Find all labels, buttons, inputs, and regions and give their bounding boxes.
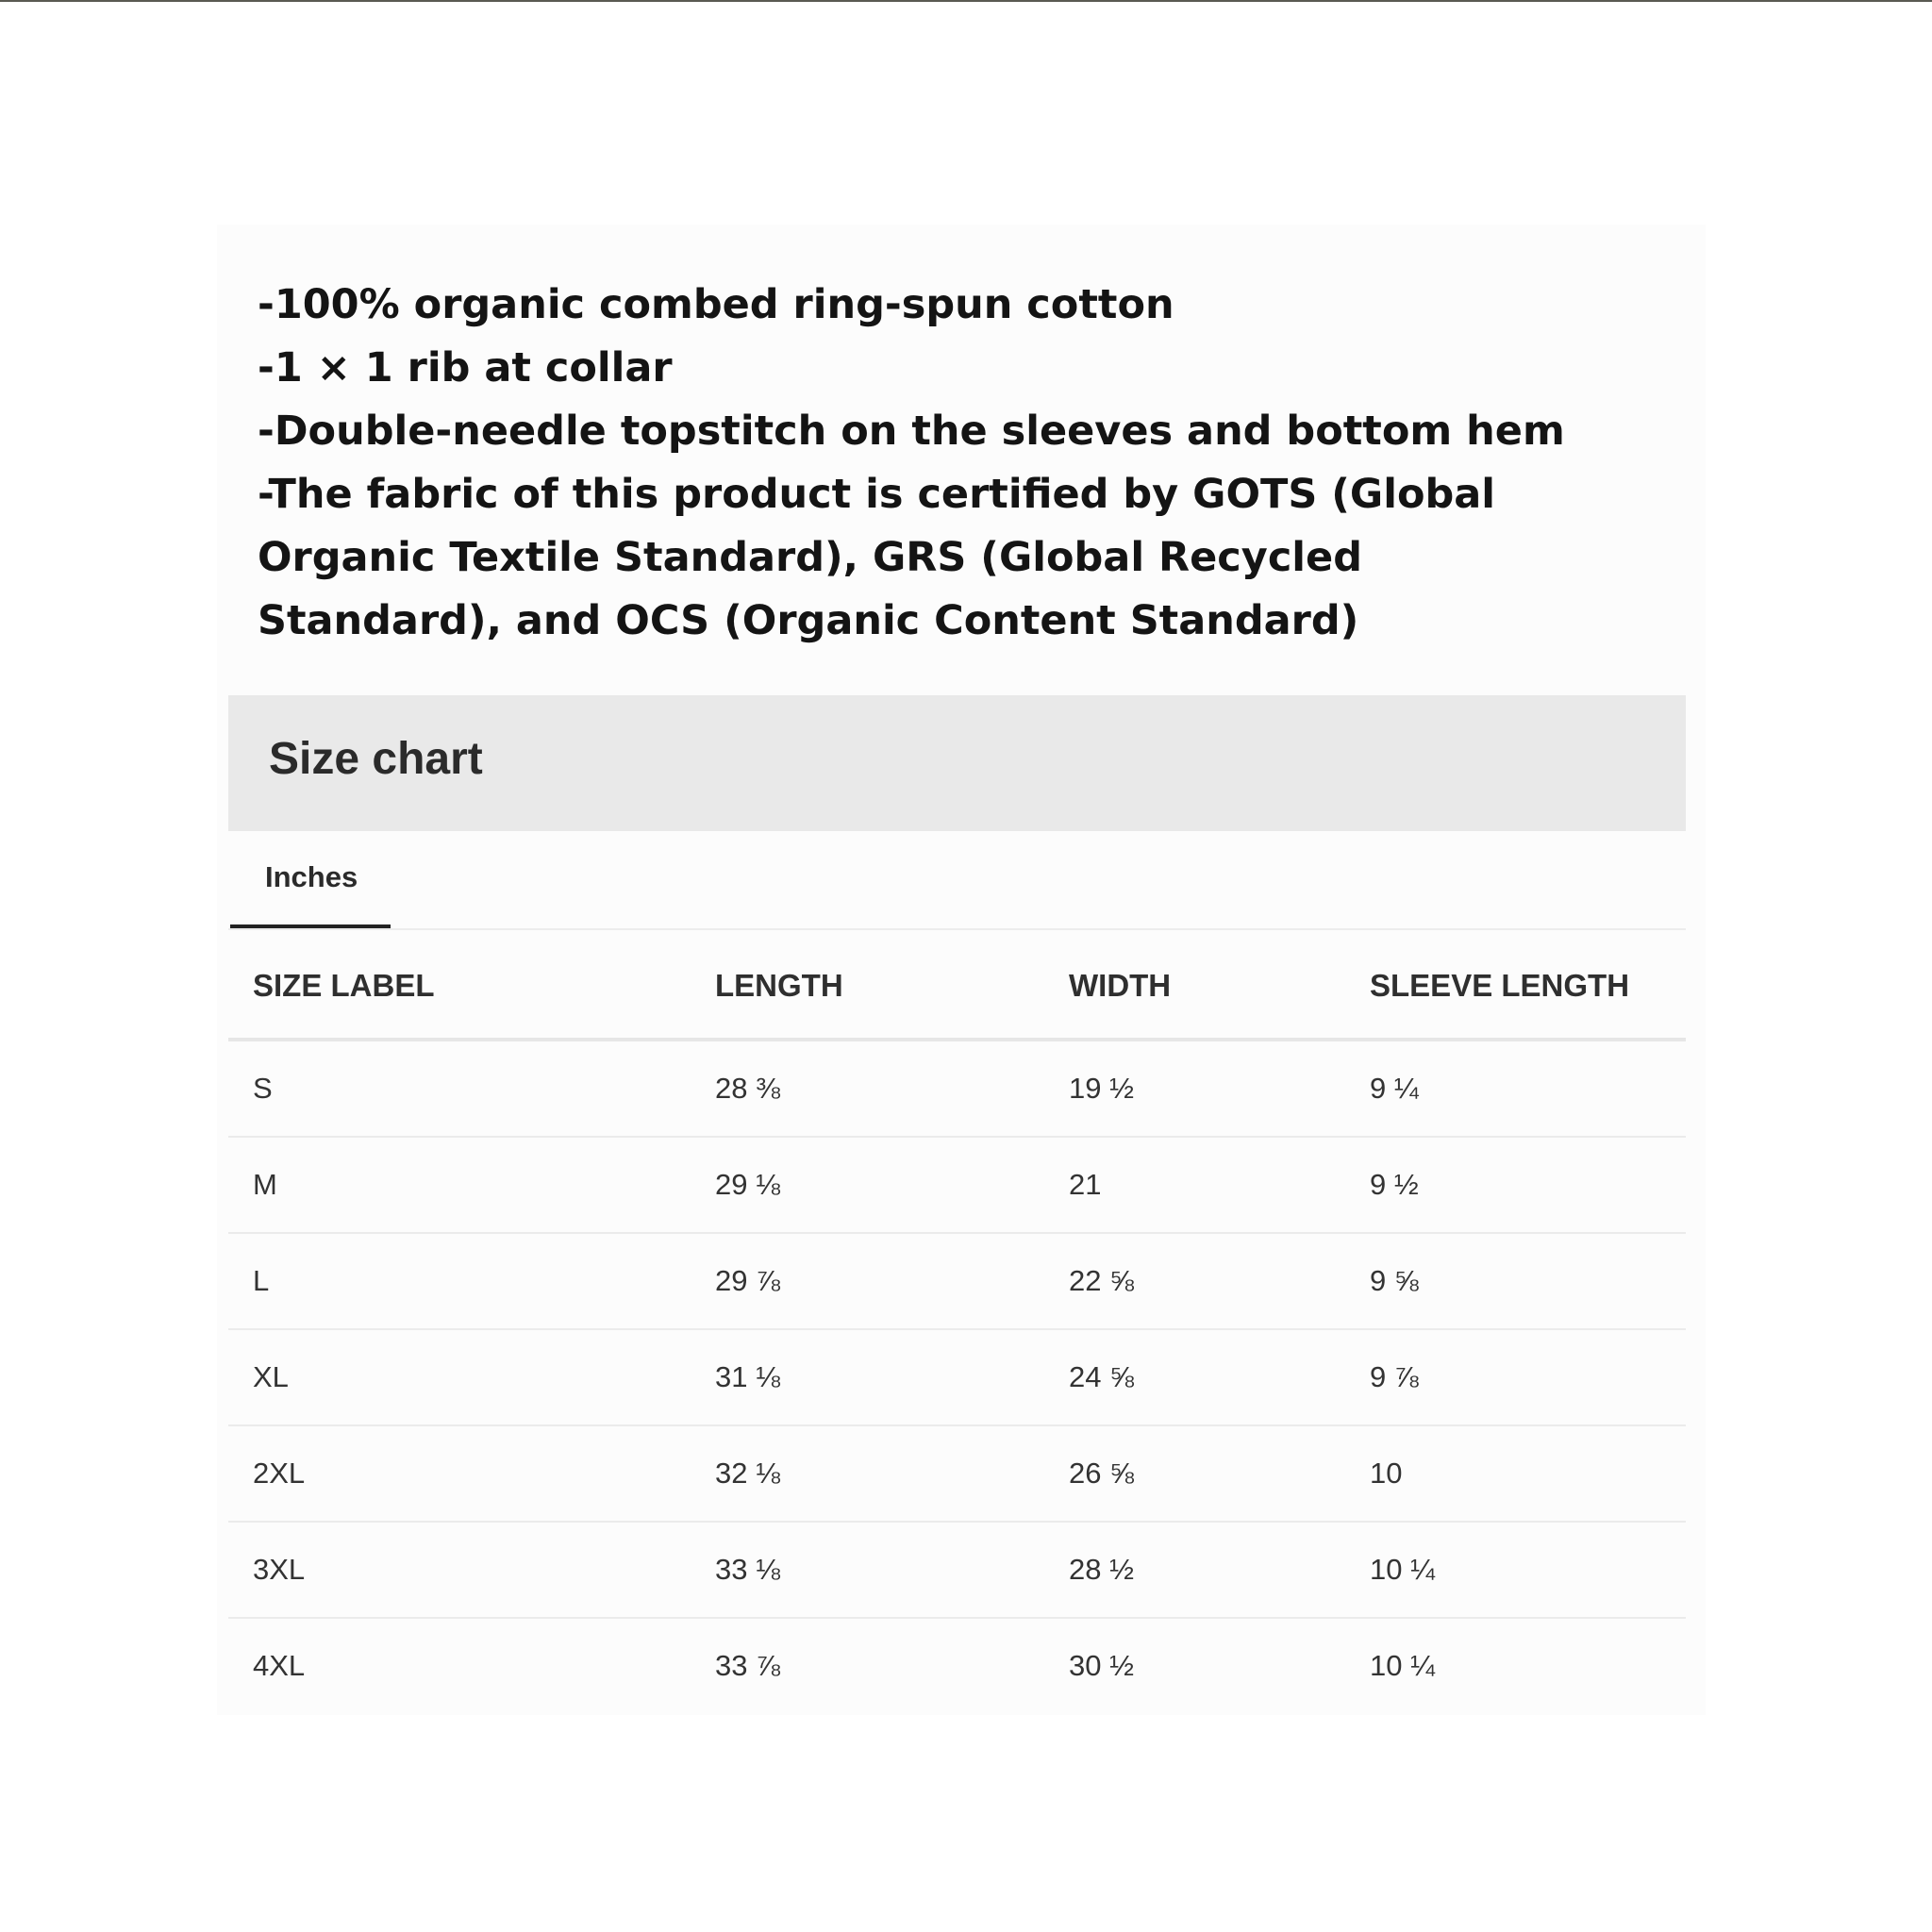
table-row — [228, 1618, 1686, 1713]
cell-length: 29 ⅛ — [715, 1137, 1069, 1233]
cell-sleeve-length: 9 ⅝ — [1370, 1233, 1686, 1329]
cell-width: 26 ⅝ — [1069, 1425, 1370, 1522]
table-row — [228, 1040, 1686, 1137]
cell-sleeve-length: 10 — [1370, 1425, 1686, 1522]
cell-size-label: XL — [228, 1329, 715, 1425]
cell-length: 28 ⅜ — [715, 1040, 1069, 1137]
size-chart-title: Size chart — [269, 734, 483, 784]
cell-sleeve-length: 9 ½ — [1370, 1137, 1686, 1233]
tab-inches[interactable] — [230, 840, 391, 926]
table-row — [228, 1329, 1686, 1425]
cell-sleeve-length: 10 ¼ — [1370, 1649, 1435, 1682]
cell-sleeve-length: 9 ¼ — [1370, 1040, 1686, 1137]
description-line-certification: -The fabric of this product is certified by GOTS (Global Organic Textile Standard), GRS (Global Recycled Standard), and OCS (Organic Content Standard) — [258, 471, 1496, 644]
description-line-material: -100% organic combed ring-spun cotton — [258, 281, 1174, 328]
cell-size-label: M — [228, 1137, 715, 1233]
cell-length: 31 ⅛ — [715, 1329, 1069, 1425]
cell-length: 29 ⅞ — [715, 1233, 1069, 1329]
column-header-length: LENGTH — [715, 934, 1069, 1040]
size-chart-header — [228, 695, 1686, 831]
cell-width: 22 ⅝ — [1069, 1233, 1370, 1329]
column-header-size-label: SIZE LABEL — [228, 934, 715, 1040]
cell-width: 30 ½ — [1069, 1649, 1134, 1682]
product-description — [258, 274, 1597, 653]
description-line-collar: -1 × 1 rib at collar — [258, 344, 673, 391]
cell-width: 19 ½ — [1069, 1040, 1370, 1137]
cell-sleeve-length: 10 ¼ — [1370, 1522, 1686, 1618]
active-tab-indicator — [230, 924, 391, 928]
cell-length: 33 ⅞ — [715, 1649, 780, 1682]
cell-sleeve-length: 9 ⅞ — [1370, 1329, 1686, 1425]
top-edge-strip — [0, 0, 1932, 2]
cell-length: 32 ⅛ — [715, 1425, 1069, 1522]
tab-inches-label: Inches — [265, 860, 358, 893]
table-header-row — [228, 934, 1686, 1040]
table-row — [228, 1233, 1686, 1329]
column-header-width: WIDTH — [1069, 934, 1370, 1040]
cell-width: 24 ⅝ — [1069, 1329, 1370, 1425]
table-row — [228, 1425, 1686, 1522]
cell-size-label: 3XL — [228, 1522, 715, 1618]
unit-tabs — [228, 840, 1686, 930]
description-line-topstitch: -Double-needle topstitch on the sleeves and bottom hem — [258, 408, 1565, 455]
cell-length: 33 ⅛ — [715, 1522, 1069, 1618]
cell-size-label: S — [228, 1040, 715, 1137]
cell-width: 21 — [1069, 1137, 1370, 1233]
cell-width: 28 ½ — [1069, 1522, 1370, 1618]
table-row — [228, 1522, 1686, 1618]
column-header-sleeve-length: SLEEVE LENGTH — [1370, 934, 1686, 1040]
cell-size-label: L — [228, 1233, 715, 1329]
table-row — [228, 1137, 1686, 1233]
cell-size-label: 4XL — [253, 1649, 306, 1682]
size-table — [228, 934, 1686, 1713]
cell-size-label: 2XL — [228, 1425, 715, 1522]
